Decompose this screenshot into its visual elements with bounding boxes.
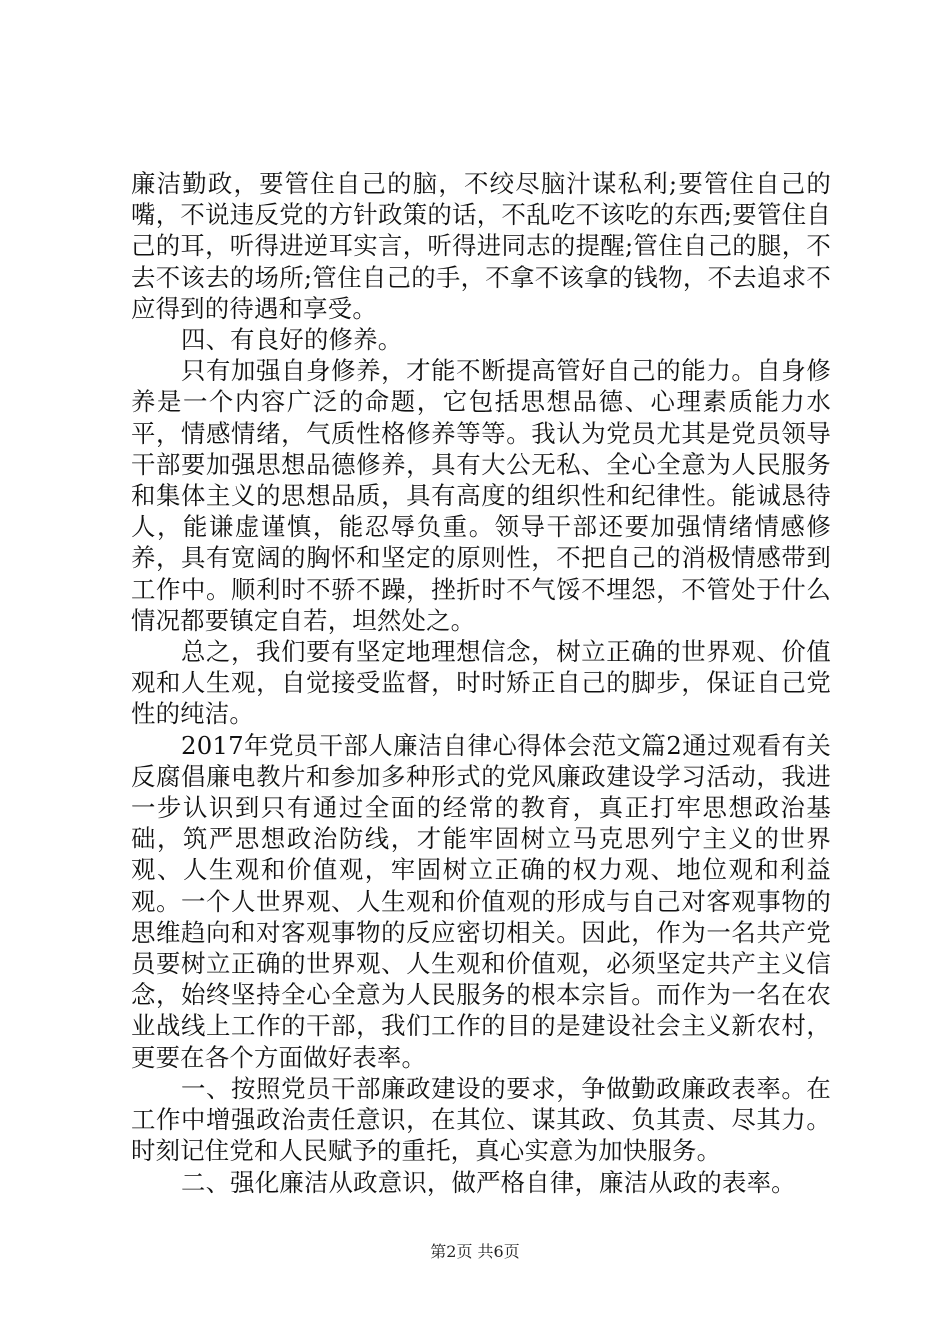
paragraph-point-two: 二、强化廉洁从政意识，做严格自律，廉洁从政的表率。: [181, 1167, 796, 1197]
heading-good-cultivation: 四、有良好的修养。: [181, 325, 403, 355]
paragraph-self-discipline: 廉洁勤政，要管住自己的脑，不绞尽脑汁谋私利;要管住自己的嘴，不说违反党的方针政策的话，不乱吃不该吃的东西;要管住自己的耳，听得进逆耳实言，听得进同志的提醒;管住自己的腿，不去不该去的场所;管住自己的手，不拿不该拿的钱物，不去追求不应得到的待遇和享受。: [131, 169, 831, 323]
paragraph-essay-2-intro: 2017年党员干部人廉洁自律心得体会范文篇2通过观看有关反腐倡廉电教片和参加多种形式的党风廉政建设学习活动，我进一步认识到只有通过全面的经常的教育，真正打牢思想政治基础，筑严思想政治防线，才能牢固树立马克思列宁主义的世界观、人生观和价值观，牢固树立正确的权力观、地位观和利益观。一个人世界观、人生观和价值观的形成与自己对客观事物的思维趋向和对客观事物的反应密切相关。因此，作为一名共产党员要树立正确的世界观、人生观和价值观，必须坚定共产主义信念，始终坚持全心全意为人民服务的根本宗旨。而作为一名在农业战线上工作的干部，我们工作的目的是建设社会主义新农村，更要在各个方面做好表率。: [131, 730, 831, 1072]
paragraph-self-cultivation: 只有加强自身修养，才能不断提高管好自己的能力。自身修养是一个内容广泛的命题，它包括思想品德、心理素质能力水平，情感情绪，气质性格修养等等。我认为党员尤其是党员领导干部要加强思想品德修养，具有大公无私、全心全意为人民服务和集体主义的思想品质，具有高度的组织性和纪律性。能诚恳待人，能谦虚谨慎，能忍辱负重。领导干部还要加强情绪情感修养，具有宽阔的胸怀和坚定的原则性，不把自己的消极情感带到工作中。顺利时不骄不躁，挫折时不气馁不埋怨，不管处于什么情况都要镇定自若，坦然处之。: [131, 356, 831, 635]
paragraph-point-one: 一、按照党员干部廉政建设的要求，争做勤政廉政表率。在工作中增强政治责任意识，在其位、谋其政、负其责、尽其力。时刻记住党和人民赋予的重托，真心实意为加快服务。: [131, 1073, 831, 1166]
document-body: [131, 168, 831, 1198]
page-number-label: 第2页 共6页: [430, 1242, 520, 1261]
paragraph-summary: 总之，我们要有坚定地理想信念，树立正确的世界观、价值观和人生观，自觉接受监督，时时矫正自己的脚步，保证自己党性的纯洁。: [131, 637, 831, 729]
page-footer: [0, 1242, 950, 1262]
